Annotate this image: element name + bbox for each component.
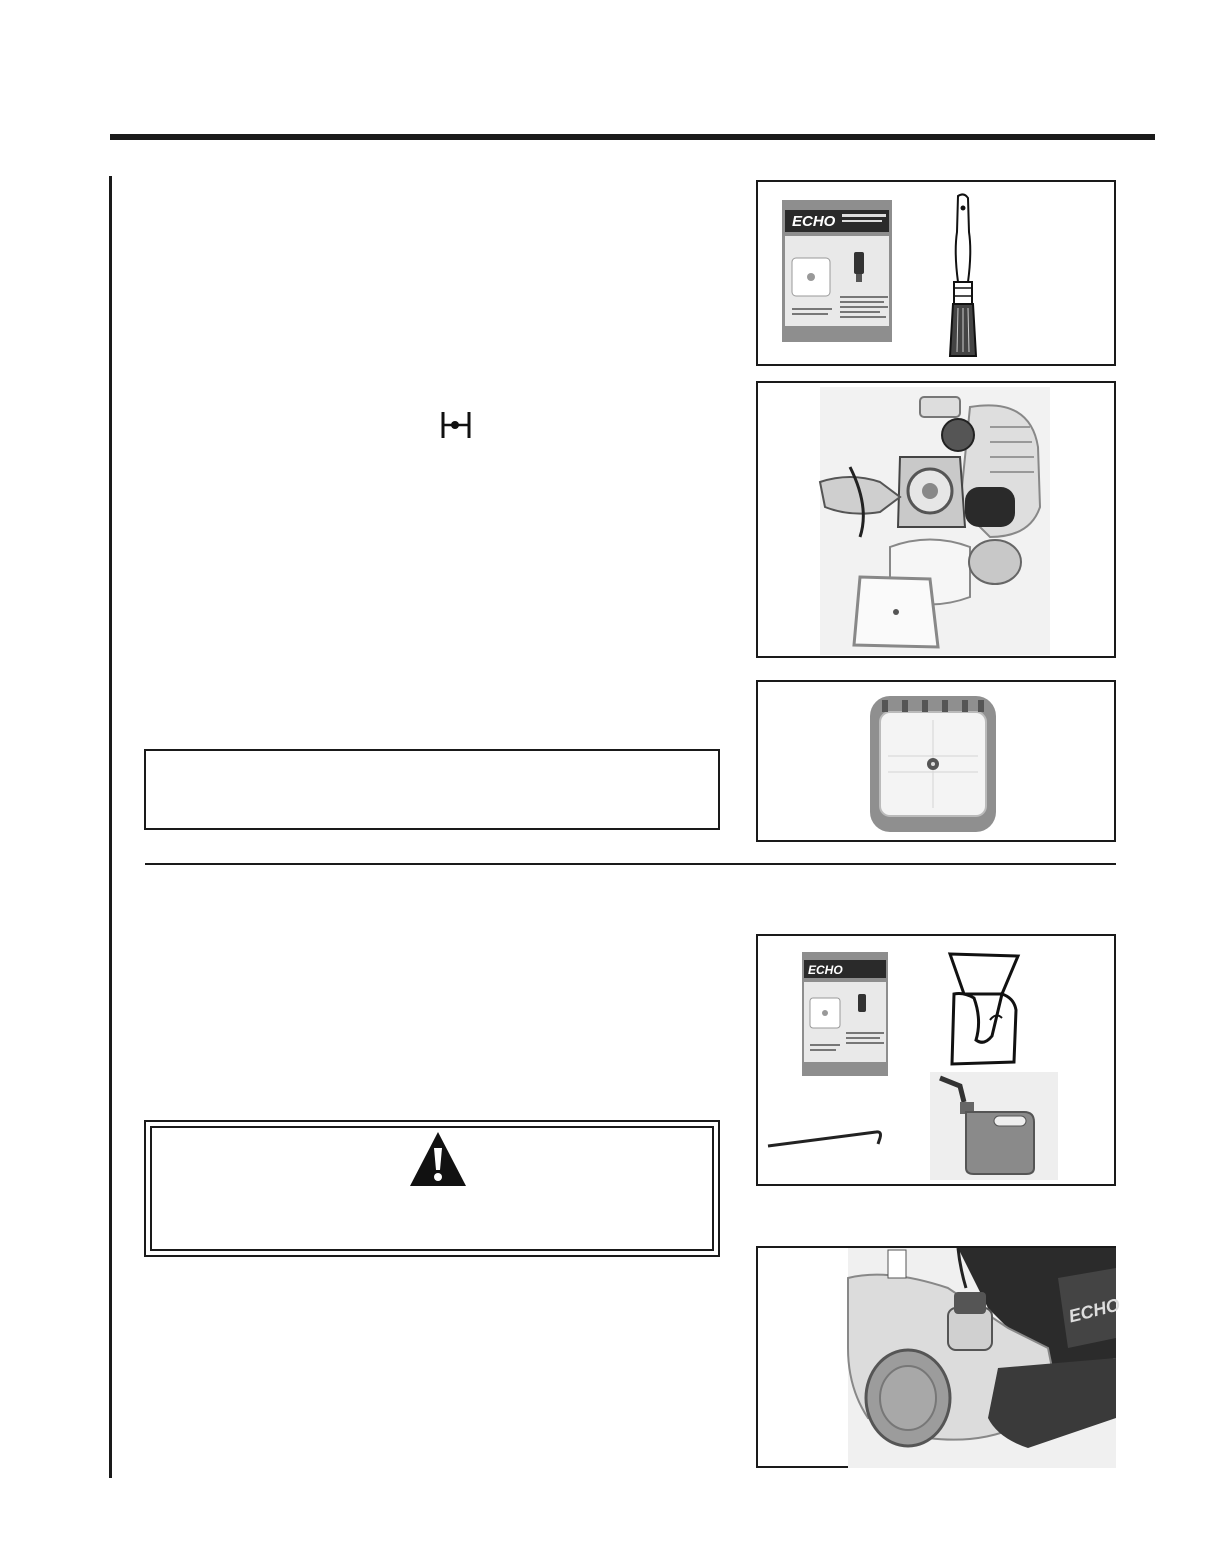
figure-fuel-tank: [756, 1246, 1122, 1468]
notice-box: [144, 749, 720, 830]
fuel-can-icon: [930, 1072, 1058, 1180]
figure-air-filter-cover: [756, 680, 1116, 842]
echo-logo: ECHO: [792, 213, 836, 230]
engine-with-air-filter-cover-removed-icon: [820, 387, 1050, 655]
choke-icon: [440, 410, 472, 440]
figure-fuel-filter-tools: [756, 934, 1116, 1186]
echo-logo: ECHO: [808, 963, 843, 977]
rag-icon: [944, 950, 1024, 1068]
left-margin-rule: [109, 176, 112, 1478]
wire-hook-icon: [766, 1122, 884, 1152]
warning-box: [144, 1120, 720, 1257]
filter-kit-package-icon: [802, 952, 888, 1076]
top-rule: [110, 134, 1155, 140]
paint-brush-icon: [938, 192, 988, 360]
air-filter-cover-icon: [868, 692, 998, 836]
section-divider: [145, 863, 1116, 865]
fuel-tank-and-cap-icon: [848, 1248, 1122, 1468]
air-filter-kit-package-icon: [782, 200, 892, 342]
echo-logo: ECHO: [1066, 1294, 1122, 1327]
figure-filter-kit-and-brush: [756, 180, 1116, 366]
figure-engine-cover-removed: [756, 381, 1116, 658]
warning-triangle-icon: [408, 1130, 468, 1188]
